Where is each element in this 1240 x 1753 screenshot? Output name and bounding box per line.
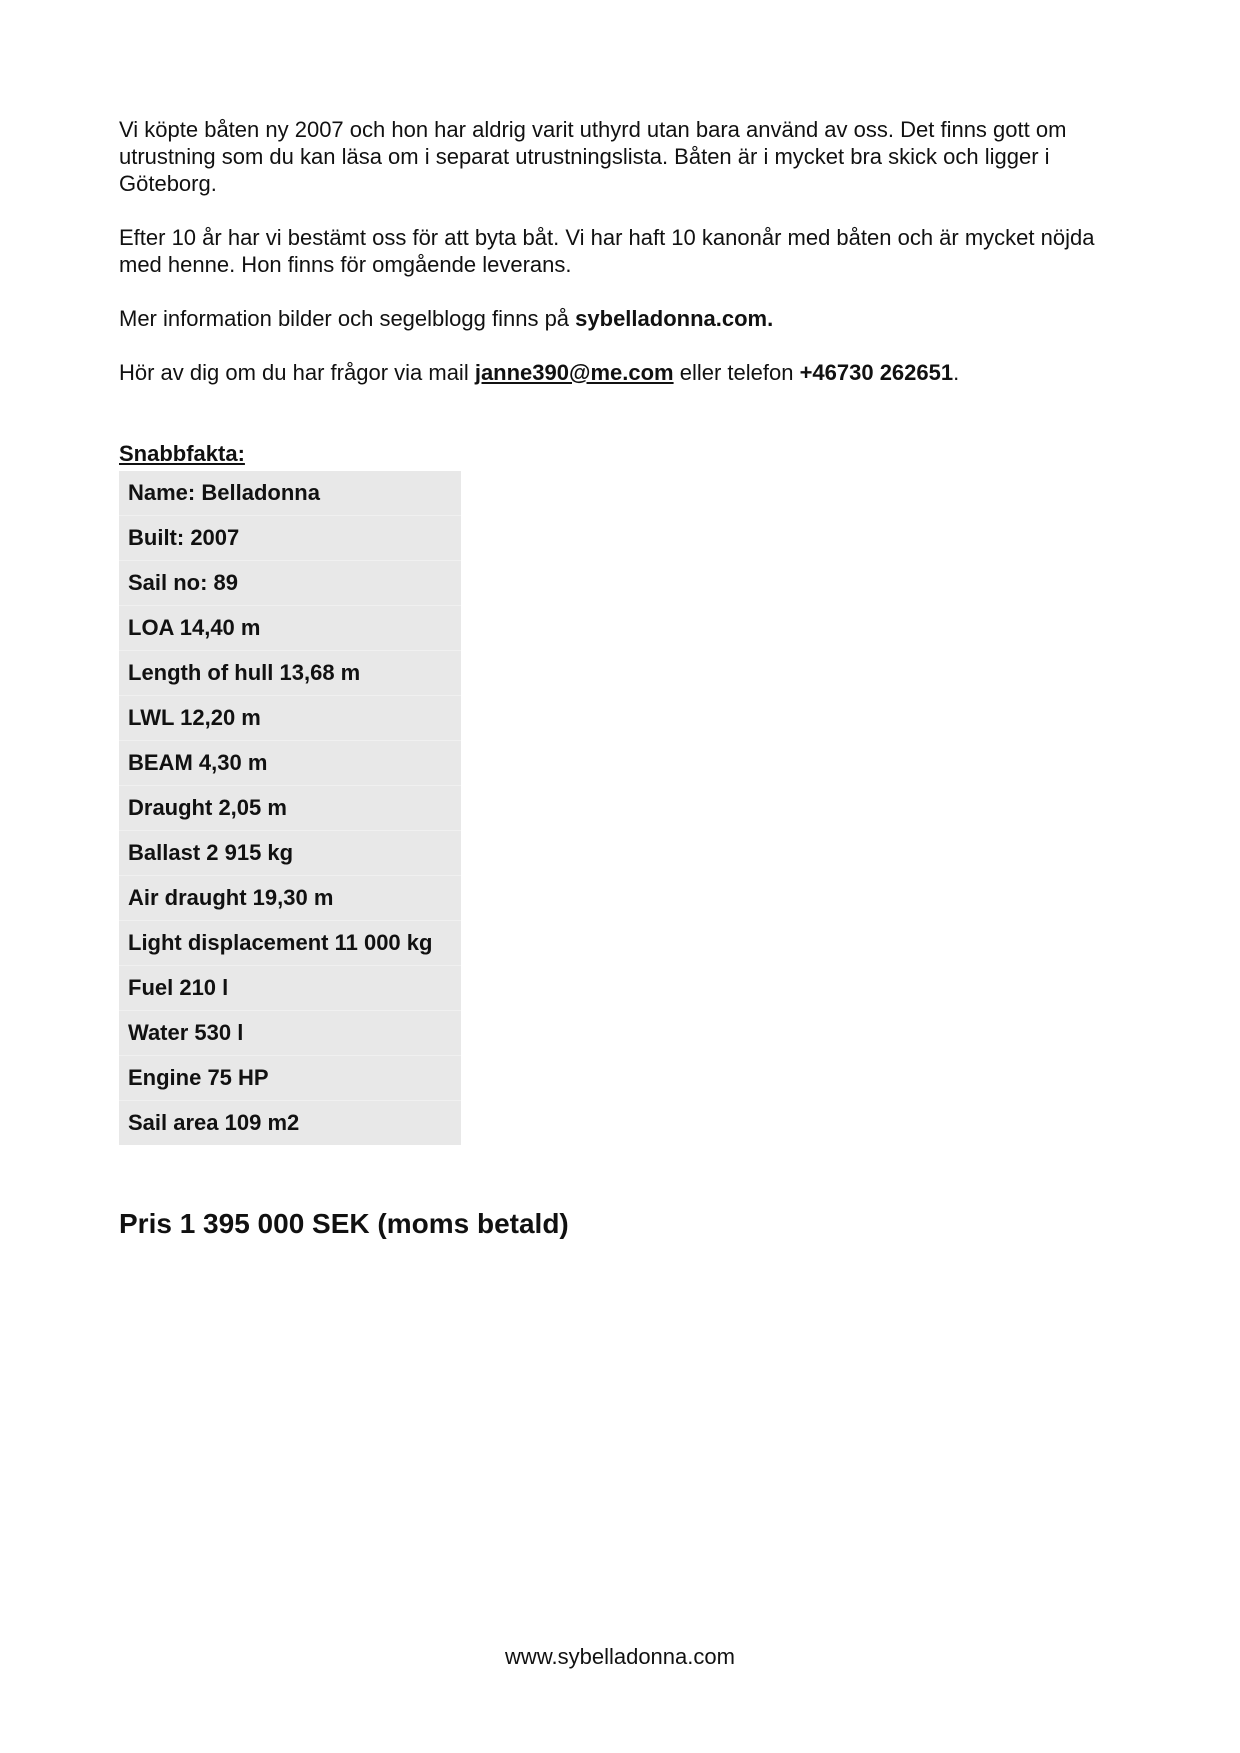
intro-paragraph: Vi köpte båten ny 2007 och hon har aldrig varit uthyrd utan bara använd av oss. Det finns gott om utrustning som du kan läsa om i separat utrustningslista. Båten är i mycket bra skick och ligger i Göteborg. [119, 117, 1067, 196]
fact-cell: Built: 2007 [119, 516, 461, 561]
table-row [119, 1056, 461, 1101]
contact-text: Hör av dig om du har frågor via mail [119, 360, 475, 385]
table-row [119, 921, 461, 966]
fact-cell: Engine 75 HP [119, 1056, 461, 1101]
table-row [119, 1011, 461, 1056]
fact-cell: Draught 2,05 m [119, 786, 461, 831]
table-row [119, 786, 461, 831]
table-row [119, 1101, 461, 1146]
phone-number: +46730 262651 [799, 360, 954, 385]
more-info-text: Mer information bilder och segelblogg finns på [119, 306, 576, 331]
table-row [119, 966, 461, 1011]
more-info-paragraph [119, 305, 1129, 332]
table-row [119, 741, 461, 786]
facts-heading: Snabbfakta: [119, 441, 245, 466]
table-row [119, 561, 461, 606]
fact-cell: Name: Belladonna [119, 471, 461, 516]
fact-cell: Ballast 2 915 kg [119, 831, 461, 876]
contact-mid-text: eller telefon [673, 360, 800, 385]
footer-url: www.sybelladonna.com [505, 1644, 735, 1669]
fact-cell: BEAM 4,30 m [119, 741, 461, 786]
price-heading: Pris 1 395 000 SEK (moms betald) [119, 1208, 569, 1239]
document-content [119, 116, 1129, 1241]
table-row [119, 831, 461, 876]
fact-cell: Water 530 l [119, 1011, 461, 1056]
table-row [119, 606, 461, 651]
fact-cell: LWL 12,20 m [119, 696, 461, 741]
table-row [119, 876, 461, 921]
email-link[interactable]: janne390@me.com [474, 360, 674, 385]
sale-reason-paragraph: Efter 10 år har vi bestämt oss för att byta båt. Vi har haft 10 kanonår med båten och är mycket nöjda med henne. Hon finns för omgående leverans. [119, 225, 1095, 277]
table-row [119, 471, 461, 516]
table-row [119, 696, 461, 741]
contact-end-text: . [953, 360, 960, 385]
facts-table [119, 471, 461, 1145]
fact-cell: Light displacement 11 000 kg [119, 921, 461, 966]
table-row [119, 516, 461, 561]
fact-cell: Air draught 19,30 m [119, 876, 461, 921]
website-text: sybelladonna.com. [575, 306, 774, 331]
fact-cell: LOA 14,40 m [119, 606, 461, 651]
fact-cell: Sail no: 89 [119, 561, 461, 606]
table-row [119, 651, 461, 696]
fact-cell: Length of hull 13,68 m [119, 651, 461, 696]
fact-cell: Sail area 109 m2 [128, 1110, 300, 1135]
contact-paragraph [119, 359, 1129, 386]
fact-cell: Fuel 210 l [119, 966, 461, 1011]
